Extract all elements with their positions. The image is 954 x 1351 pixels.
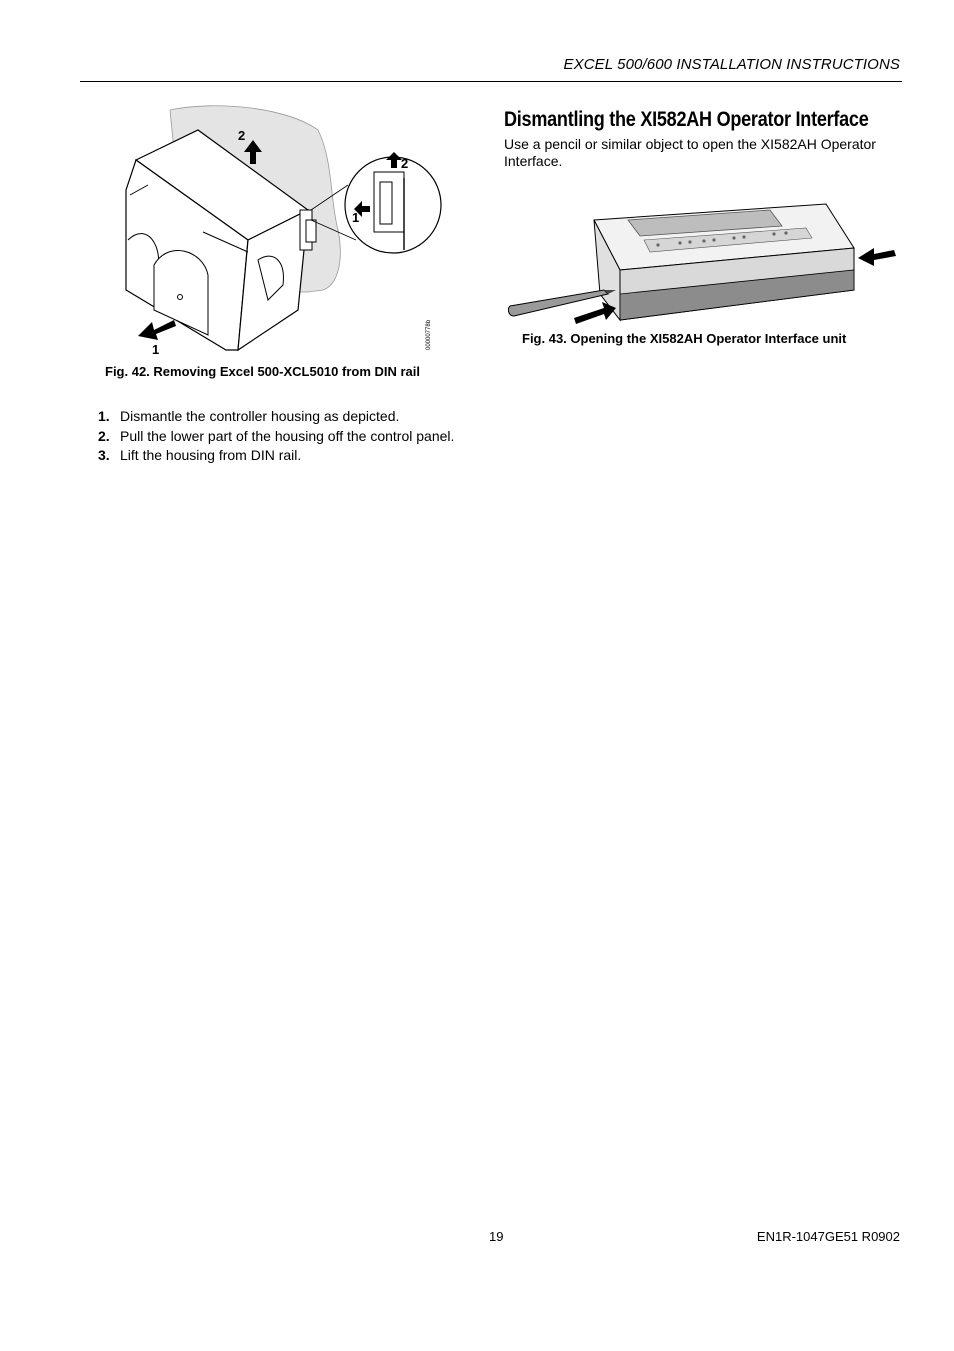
inset-callout-1: 1	[352, 210, 360, 225]
drawing-id: 00000778b	[426, 319, 432, 350]
page-number: 19	[489, 1229, 504, 1244]
steps-list	[98, 407, 454, 466]
section-title: Dismantling the XI582AH Operator Interface	[504, 108, 869, 131]
document-code: EN1R-1047GE51 R0902	[756, 1229, 900, 1244]
header-rule	[80, 81, 902, 82]
figure-42-caption: Fig. 42. Removing Excel 500-XCL5010 from DIN rail	[105, 364, 421, 379]
list-item: 2. Pull the lower part of the housing off the control panel.	[98, 427, 455, 444]
inset-callout-2: 2	[401, 156, 409, 171]
list-item: 1. Dismantle the controller housing as depicted.	[98, 408, 400, 424]
figure-43-caption: Fig. 43. Opening the XI582AH Operator Interface unit	[522, 331, 847, 346]
callout-2: 2	[238, 128, 246, 143]
arrow-down-left-icon	[138, 320, 176, 340]
section-intro: Use a pencil or similar object to open the XI582AH Operator Interface.	[504, 136, 876, 169]
figure-42-illustration	[108, 100, 448, 360]
callout-1: 1	[152, 342, 160, 357]
list-item: 3. Lift the housing from DIN rail.	[98, 447, 302, 464]
page-header-title: EXCEL 500/600 INSTALLATION INSTRUCTIONS	[563, 56, 900, 73]
figure-43-illustration	[508, 190, 900, 328]
arrow-left-icon	[858, 248, 896, 266]
